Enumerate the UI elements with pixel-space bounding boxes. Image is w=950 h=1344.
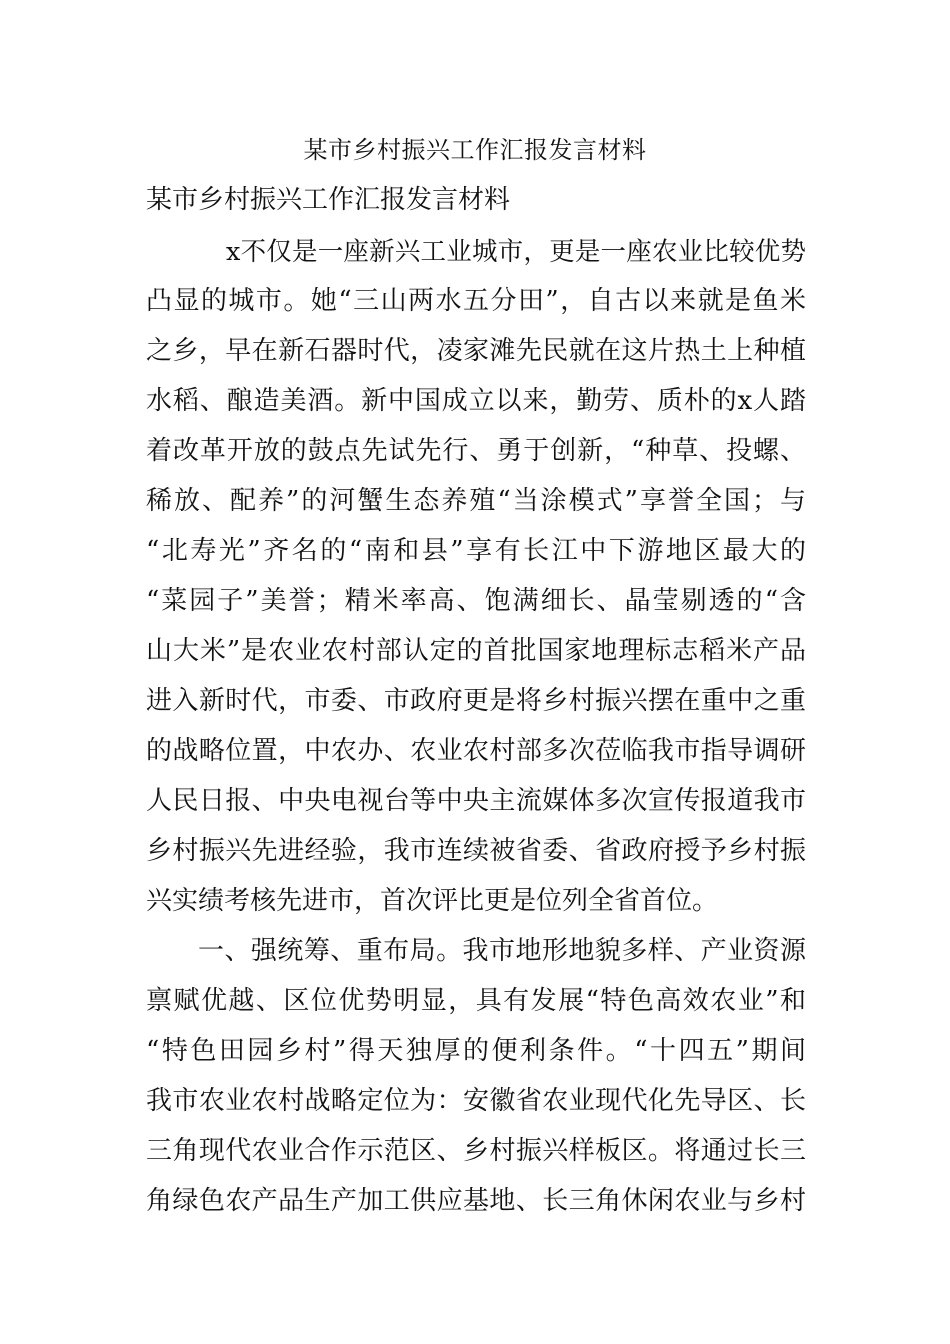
paragraph-1-line: 之乡，早在新石器时代，凌家滩先民就在这片热土上种植 xyxy=(146,336,806,366)
paragraph-2-line: 我市农业农村战略定位为：安徽省农业现代化先导区、长 xyxy=(146,1086,806,1116)
paragraph-1-line: 着改革开放的鼓点先试先行、勇于创新，“种草、投螺、 xyxy=(146,436,806,466)
paragraph-1-line: 兴实绩考核先进市，首次评比更是位列全省首位。 xyxy=(146,886,719,916)
paragraph-1-line: 乡村振兴先进经验，我市连续被省委、省政府授予乡村振 xyxy=(146,836,806,866)
paragraph-2-line: 禀赋优越、区位优势明显，具有发展“特色高效农业”和 xyxy=(146,986,806,1016)
document-subtitle: 某市乡村振兴工作汇报发言材料 xyxy=(146,185,511,215)
paragraph-1-line: x不仅是一座新兴工业城市，更是一座农业比较优势 xyxy=(226,237,806,267)
paragraph-1-line: 的战略位置，中农办、农业农村部多次莅临我市指导调研 xyxy=(146,736,806,766)
paragraph-2-line: “特色田园乡村”得天独厚的便利条件。“十四五”期间 xyxy=(146,1036,806,1066)
paragraph-1-line: 凸显的城市。她“三山两水五分田”，自古以来就是鱼米 xyxy=(146,286,806,316)
paragraph-1-line: “北寿光”齐名的“南和县”享有长江中下游地区最大的 xyxy=(146,536,806,566)
paragraph-1-line: 山大米”是农业农村部认定的首批国家地理标志稻米产品 xyxy=(146,636,806,666)
paragraph-1-line: 进入新时代，市委、市政府更是将乡村振兴摆在重中之重 xyxy=(146,686,806,716)
paragraph-2-line: 一、强统筹、重布局。我市地形地貌多样、产业资源 xyxy=(198,936,806,966)
paragraph-1-line: 水稻、酿造美酒。新中国成立以来，勤劳、质朴的x人踏 xyxy=(146,386,806,416)
paragraph-2-line: 三角现代农业合作示范区、乡村振兴样板区。将通过长三 xyxy=(146,1136,806,1166)
paragraph-1-line: 稀放、配养”的河蟹生态养殖“当涂模式”享誉全国；与 xyxy=(146,486,806,516)
paragraph-2-line: 角绿色农产品生产加工供应基地、长三角休闲农业与乡村 xyxy=(146,1186,806,1216)
paragraph-1-line: 人民日报、中央电视台等中央主流媒体多次宣传报道我市 xyxy=(146,786,806,816)
document-title: 某市乡村振兴工作汇报发言材料 xyxy=(303,136,647,164)
paragraph-1-line: “菜园子”美誉；精米率高、饱满细长、晶莹剔透的“含 xyxy=(146,586,806,616)
